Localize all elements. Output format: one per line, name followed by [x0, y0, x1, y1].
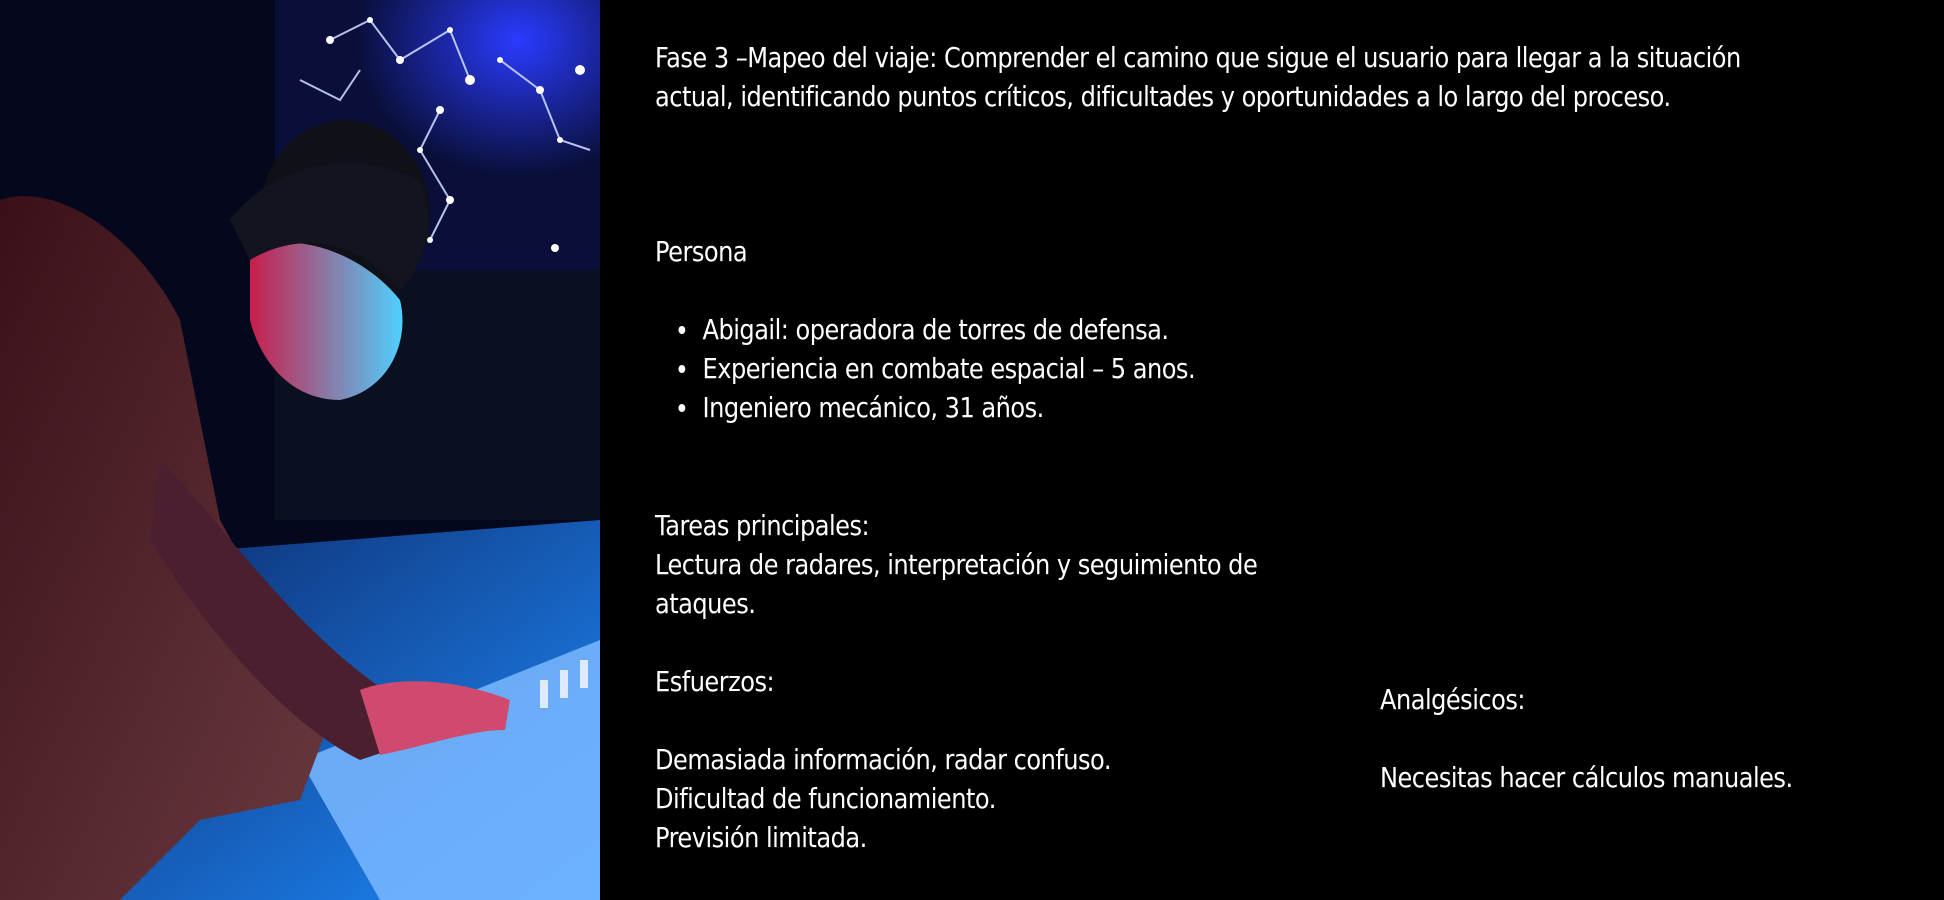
list-item: Demasiada información, radar confuso. — [655, 743, 1111, 776]
bullet-icon — [678, 404, 685, 412]
esfuerzos-list — [655, 740, 1111, 857]
hero-photo — [0, 0, 600, 900]
list-item: Previsión limitada. — [655, 821, 867, 854]
persona-list — [675, 310, 1280, 427]
list-item: Dificultad de funcionamiento. — [655, 782, 996, 815]
list-item: Ingeniero mecánico, 31 años. — [675, 388, 1195, 427]
list-item: Necesitas hacer cálculos manuales. — [1380, 761, 1793, 794]
analgesicos-heading: Analgésicos: — [1380, 683, 1525, 716]
intro-line-1: Fase 3 –Mapeo del viaje: Comprender el camino que sigue el usuario para llegar a la situación — [655, 41, 1741, 74]
tareas-heading: Tareas principales: — [655, 509, 870, 542]
list-item: Experiencia en combate espacial – 5 anos. — [675, 349, 1195, 388]
astronaut-console-illustration — [0, 0, 600, 900]
intro-text — [655, 38, 1741, 116]
tareas-body: Lectura de radares, interpretación y seguimiento de ataques. — [655, 548, 1258, 620]
analgesicos-list — [1380, 758, 1793, 797]
intro-line-2: actual, identificando puntos críticos, dificultades y oportunidades a lo largo del proceso. — [655, 80, 1671, 113]
bullet-icon — [678, 365, 685, 373]
esfuerzos-heading: Esfuerzos: — [655, 665, 775, 698]
list-item: Abigail: operadora de torres de defensa. — [675, 310, 1195, 349]
persona-heading: Persona — [655, 235, 748, 268]
journey-mapping-content — [655, 0, 1905, 900]
bullet-icon — [678, 326, 685, 334]
